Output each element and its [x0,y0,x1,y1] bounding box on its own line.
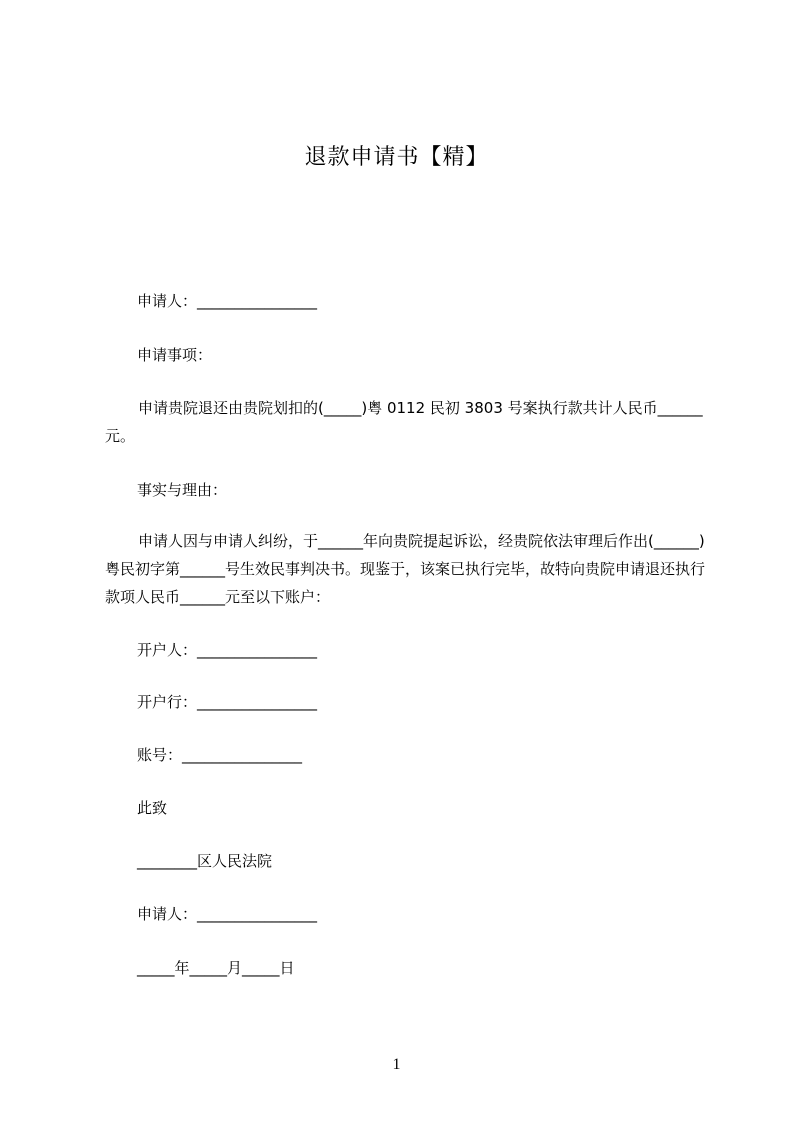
signature-line: 申请人：________________ [137,905,318,923]
closing-line: 此致 [137,799,168,817]
document-title: 退款申请书【精】 [304,145,489,170]
facts-body: 申请人因与申请人纠纷，于______年向贵院提起诉讼，经贵院依法审理后作出(______)粤民初字第______号生效民事判决书。现鉴于，该案已执行完毕，故特向贵院申请退还执行款项人民币______元至以下账户： [105,532,706,606]
request-body: 申请贵院退还由贵院划扣的(_____)粤 0112 民初 3803 号案执行款共计人民币______元。 [105,399,703,445]
applicant-line: 申请人：________________ [137,292,318,310]
account-number-line: 账号：________________ [137,746,303,764]
facts-heading: 事实与理由： [137,481,228,499]
bank-line: 开户行：________________ [137,693,318,711]
date-line: _____年_____月_____日 [137,959,295,977]
page-number: 1 [392,1056,401,1073]
account-holder-line: 开户人：________________ [137,641,318,659]
request-heading: 申请事项： [137,346,213,364]
court-line: ________区人民法院 [137,852,273,870]
